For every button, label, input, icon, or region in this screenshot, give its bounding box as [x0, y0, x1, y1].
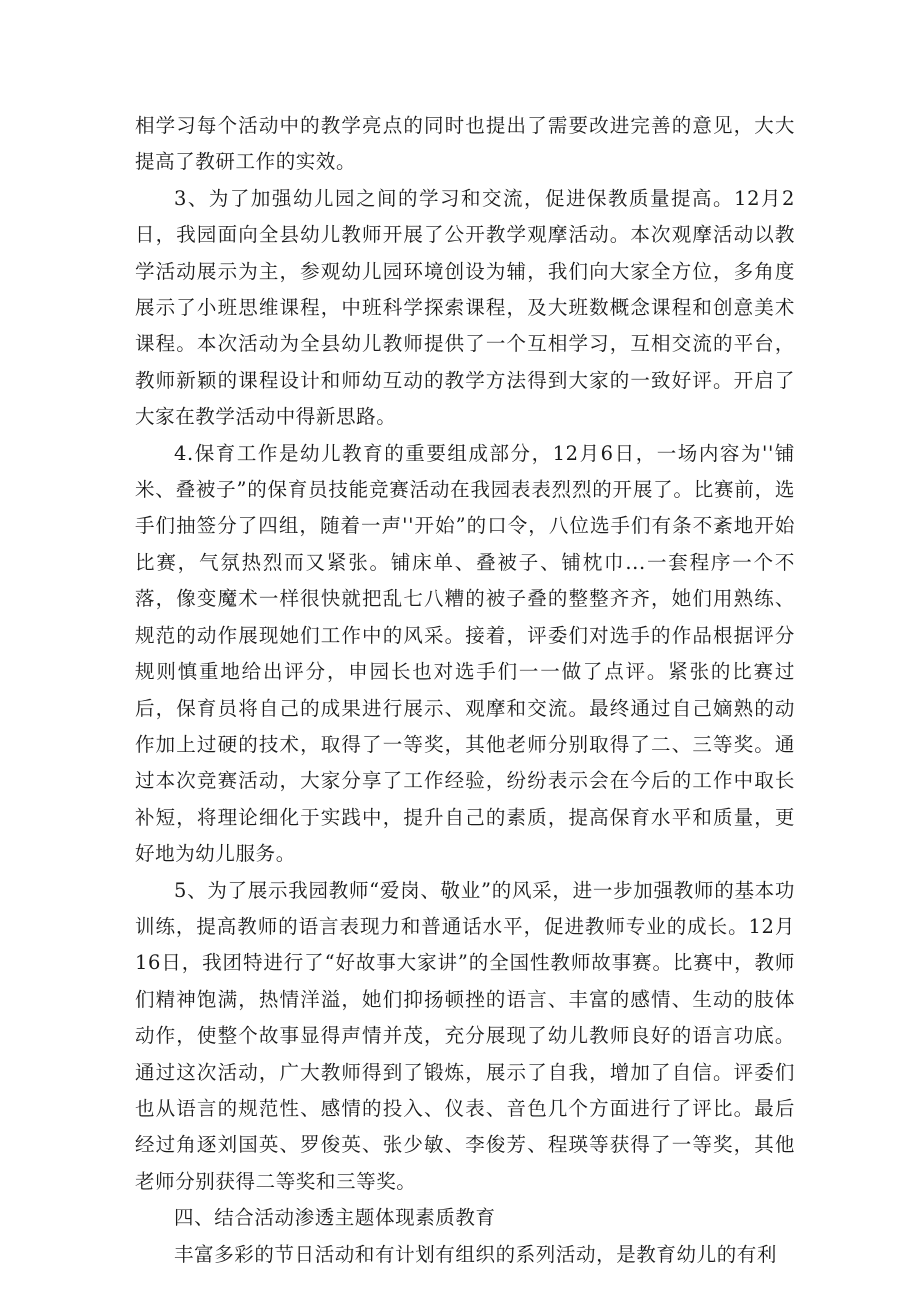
- paragraph-item-3: 3、为了加强幼儿园之间的学习和交流，促进保教质量提高。12月2日，我园面向全县幼儿教师开展了公开教学观摩活动。本次观摩活动以教学活动展示为主，参观幼儿园环境创设为辅，我们向大家全方位，多角度展示了小班思维课程，中班科学探索课程，及大班数概念课程和创意美术课程。本次活动为全县幼儿教师提供了一个互相学习，互相交流的平台，教师新颖的课程设计和师幼互动的教学方法得到大家的一致好评。开启了大家在教学活动中得新思路。: [135, 186, 795, 429]
- paragraph-item-5: 5、为了展示我园教师“爱岗、敬业”的风采，进一步加强教师的基本功训练，提高教师的语言表现力和普通话水平，促进教师专业的成长。12月16日，我团特进行了“好故事大家讲”的全国性教师故事赛。比赛中，教师们精神饱满，热情洋溢，她们抑扬顿挫的语言、丰富的感情、生动的肢体动作，使整个故事显得声情并茂，充分展现了幼儿教师良好的语言功底。通过这次活动，广大教师得到了锻炼，展示了自我，增加了自信。评委们也从语言的规范性、感情的投入、仪表、音色几个方面进行了评比。最后经过角逐刘国英、罗俊英、张少敏、李俊芳、程瑛等获得了一等奖，其他老师分别获得二等奖和三等奖。: [135, 878, 795, 1193]
- paragraph-section-4-intro: 丰富多彩的节日活动和有计划有组织的系列活动，是教育幼儿的有利: [174, 1242, 778, 1266]
- document-body: [135, 108, 795, 1273]
- paragraph-continuation: 相学习每个活动中的教学亮点的同时也提出了需要改进完善的意见，大大提高了教研工作的实效。: [135, 114, 795, 174]
- section-heading-4: 四、结合活动渗透主题体现素质教育: [174, 1206, 496, 1230]
- paragraph-item-4: 4.保育工作是幼儿教育的重要组成部分，12月6日，一场内容为''铺米、叠被子”的保育员技能竞赛活动在我园表表烈烈的开展了。比赛前，选手们抽签分了四组，随着一声''开始”的口令，八位选手们有条不紊地开始比赛，气氛热烈而又紧张。铺床单、叠被子、铺枕巾...一套程序一个不落，像变魔术一样很快就把乱七八糟的被子叠的整整齐齐，她们用熟练、规范的动作展现她们工作中的风采。接着，评委们对选手的作品根据评分规则慎重地给出评分，申园长也对选手们一一做了点评。紧张的比赛过后，保育员将自己的成果进行展示、观摩和交流。最终通过自己嫡熟的动作加上过硬的技术，取得了一等奖，其他老师分别取得了二、三等奖。通过本次竞赛活动，大家分享了工作经验，纷纷表示会在今后的工作中取长补短，将理论细化于实践中，提升自己的素质，提高保育水平和质量，更好地为幼儿服务。: [135, 441, 795, 866]
